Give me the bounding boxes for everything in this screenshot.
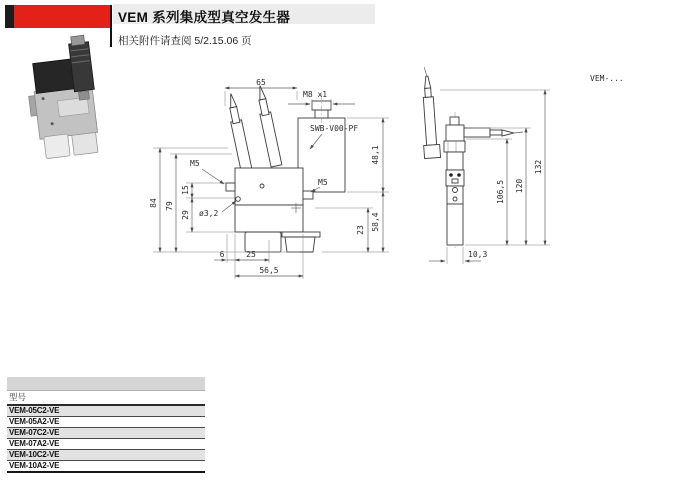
dim-23-label: 23	[356, 225, 365, 235]
dim-106-5-label: 106,5	[496, 179, 505, 205]
front-view	[149, 78, 389, 279]
dim-65-label: 65	[256, 78, 266, 87]
thread-m5-left-label: M5	[190, 159, 200, 168]
dim-29-label: 29	[181, 210, 190, 220]
table-row: VEM-07A2-VE	[7, 439, 205, 450]
table-row: VEM-05A2-VE	[7, 417, 205, 428]
dim-120-label: 120	[515, 178, 524, 194]
foot-left	[245, 232, 281, 252]
dim-56-5-label: 56,5	[259, 266, 279, 275]
dim-10-3-label: 10,3	[468, 250, 488, 259]
model-reference-label: VEM-...	[590, 74, 624, 83]
silencer-label: SWB-V00-PF	[310, 124, 359, 133]
page-subtitle: 相关附件请查阅 5/2.15.06 页	[118, 35, 252, 47]
hole-3-2	[236, 197, 241, 202]
m5-port-left	[226, 183, 235, 191]
table-row: VEM-10A2-VE	[7, 461, 205, 473]
product-photo	[22, 35, 102, 160]
m5-port-right	[303, 191, 313, 199]
table-row: VEM-05C2-VE	[7, 406, 205, 417]
table-row: VEM-07C2-VE	[7, 428, 205, 439]
body-upper	[235, 168, 303, 205]
dim-79-label: 79	[165, 201, 174, 211]
dim-25-label: 25	[246, 250, 256, 259]
thread-m5-right-label: M5	[318, 178, 328, 187]
dim-84-label: 84	[149, 198, 158, 208]
dim-132-label: 132	[534, 159, 543, 175]
table-header-band	[7, 377, 205, 391]
model-table	[7, 377, 205, 473]
foot-right	[285, 237, 315, 252]
side-view	[418, 67, 623, 264]
dim-58-4-label: 58,4	[371, 212, 380, 232]
dim-48-1-label: 48,1	[371, 145, 380, 165]
dim-6-label: 6	[219, 250, 225, 259]
dim-15-label: 15	[181, 185, 190, 195]
thread-m8-label: M8 x1	[303, 90, 328, 99]
table-row: VEM-10C2-VE	[7, 450, 205, 461]
body-lower	[235, 205, 303, 232]
table-column-header: 型号	[7, 391, 205, 406]
page-title: VEM 系列集成型真空发生器	[118, 10, 291, 25]
hole-dia-label: ø3,2	[199, 209, 219, 218]
